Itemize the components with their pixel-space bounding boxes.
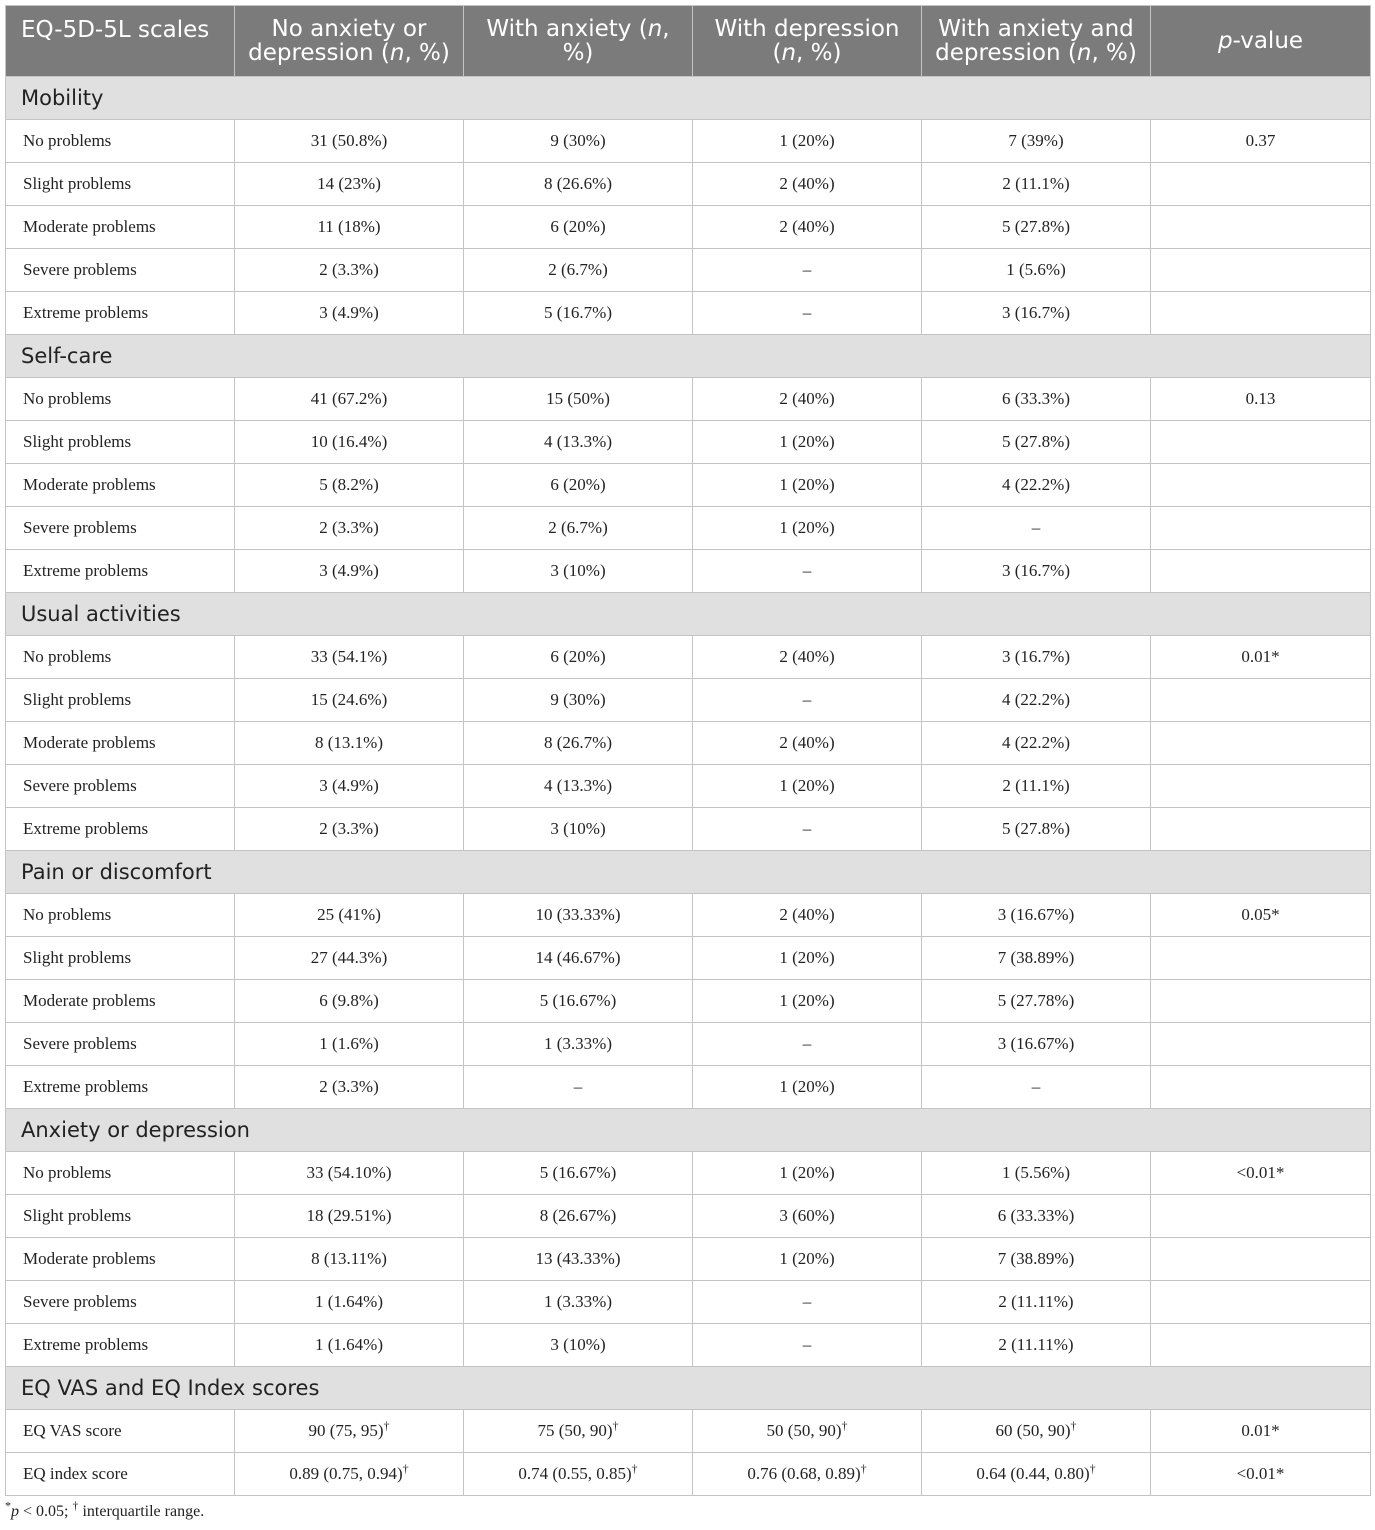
table-cell: 1 (3.33%) [464,1281,693,1324]
table-cell: 2 (40%) [693,378,922,421]
table-cell: 8 (26.67%) [464,1195,693,1238]
table-cell: 3 (10%) [464,550,693,593]
table-cell: 0.64 (0.44, 0.80)† [922,1453,1151,1496]
section-title: Self-care [6,335,1371,378]
table-cell: 0.13 [1151,378,1371,421]
row-label: No problems [6,378,235,421]
table-cell: 2 (3.3%) [235,1066,464,1109]
table-cell: 18 (29.51%) [235,1195,464,1238]
table-cell [1151,292,1371,335]
table-row [6,1023,1371,1066]
row-label: No problems [6,894,235,937]
row-label: Severe problems [6,1281,235,1324]
section-header-row [6,1367,1371,1410]
table-cell: 3 (16.7%) [922,636,1151,679]
header-with-anxiety-and-depression: With anxiety and depression (n, %) [922,6,1151,77]
table-cell: 6 (20%) [464,636,693,679]
table-row [6,765,1371,808]
table-cell: 8 (13.11%) [235,1238,464,1281]
table-cell: 15 (50%) [464,378,693,421]
table-cell: 15 (24.6%) [235,679,464,722]
table-cell: 3 (4.9%) [235,550,464,593]
table-cell: 1 (20%) [693,464,922,507]
table-row [6,120,1371,163]
table-cell: 11 (18%) [235,206,464,249]
table-cell: 8 (13.1%) [235,722,464,765]
table-cell: 9 (30%) [464,120,693,163]
table-cell: 8 (26.6%) [464,163,693,206]
row-label: Moderate problems [6,980,235,1023]
table-row [6,206,1371,249]
table-cell [1151,1281,1371,1324]
table-cell [1151,163,1371,206]
table-cell: 1 (5.6%) [922,249,1151,292]
table-row [6,1281,1371,1324]
table-row [6,550,1371,593]
table-cell [1151,206,1371,249]
row-label: Slight problems [6,163,235,206]
table-cell [1151,421,1371,464]
table-cell: 8 (26.7%) [464,722,693,765]
table-cell: 1 (20%) [693,765,922,808]
table-cell: 0.37 [1151,120,1371,163]
table-cell [1151,507,1371,550]
table-cell: <0.01* [1151,1152,1371,1195]
table-cell: 2 (40%) [693,894,922,937]
table-cell: 14 (23%) [235,163,464,206]
eq5d-results-table [5,5,1371,1496]
table-row [6,1453,1371,1496]
table-cell: 6 (33.3%) [922,378,1151,421]
table-cell: 2 (11.1%) [922,765,1151,808]
header-with-depression: With depression (n, %) [693,6,922,77]
table-cell: 14 (46.67%) [464,937,693,980]
table-cell: 2 (3.3%) [235,808,464,851]
table-cell: 1 (20%) [693,980,922,1023]
row-label: Slight problems [6,679,235,722]
table-row [6,722,1371,765]
table-cell [1151,1066,1371,1109]
table-cell: 4 (13.3%) [464,765,693,808]
section-title: Pain or discomfort [6,851,1371,894]
table-cell: 1 (3.33%) [464,1023,693,1066]
row-label: Extreme problems [6,550,235,593]
table-cell: 10 (16.4%) [235,421,464,464]
row-label: Severe problems [6,507,235,550]
table-cell [1151,1195,1371,1238]
table-cell: 2 (11.1%) [922,163,1151,206]
table-cell: 1 (20%) [693,1152,922,1195]
table-row [6,1152,1371,1195]
row-label: EQ VAS score [6,1410,235,1453]
row-label: Extreme problems [6,292,235,335]
section-title: Anxiety or depression [6,1109,1371,1152]
table-cell: 50 (50, 90)† [693,1410,922,1453]
table-cell: 6 (20%) [464,206,693,249]
row-label: Moderate problems [6,1238,235,1281]
table-cell: 1 (20%) [693,1238,922,1281]
table-cell: 33 (54.1%) [235,636,464,679]
table-row [6,636,1371,679]
table-cell: 10 (33.33%) [464,894,693,937]
table-cell: 0.05* [1151,894,1371,937]
header-with-anxiety: With anxiety (n, %) [464,6,693,77]
table-cell: – [693,550,922,593]
table-cell: 7 (38.89%) [922,1238,1151,1281]
table-cell: 3 (10%) [464,1324,693,1367]
table-cell [1151,1324,1371,1367]
table-cell: <0.01* [1151,1453,1371,1496]
table-cell: – [693,292,922,335]
table-cell: 1 (1.6%) [235,1023,464,1066]
table-cell: 3 (16.67%) [922,894,1151,937]
table-cell: – [693,1324,922,1367]
table-cell: – [693,1023,922,1066]
table-cell: 5 (27.8%) [922,808,1151,851]
table-cell: 90 (75, 95)† [235,1410,464,1453]
table-cell: 33 (54.10%) [235,1152,464,1195]
table-cell: 60 (50, 90)† [922,1410,1151,1453]
table-cell: 1 (5.56%) [922,1152,1151,1195]
row-label: Slight problems [6,421,235,464]
section-header-row [6,77,1371,120]
table-header-row [6,6,1371,77]
table-cell: 5 (27.78%) [922,980,1151,1023]
table-cell: 0.01* [1151,1410,1371,1453]
table-cell: 1 (20%) [693,1066,922,1109]
table-cell: 2 (3.3%) [235,507,464,550]
table-cell [1151,765,1371,808]
row-label: Moderate problems [6,722,235,765]
row-label: Extreme problems [6,808,235,851]
table-cell: 2 (40%) [693,636,922,679]
row-label: No problems [6,1152,235,1195]
table-body [6,77,1371,1496]
row-label: Extreme problems [6,1066,235,1109]
table-footnote: *p < 0.05; † interquartile range. [5,1498,205,1520]
table-cell: – [922,507,1151,550]
table-cell: 0.01* [1151,636,1371,679]
table-row [6,507,1371,550]
row-label: EQ index score [6,1453,235,1496]
table-cell [1151,937,1371,980]
table-cell: 1 (1.64%) [235,1324,464,1367]
section-header-row [6,851,1371,894]
table-cell: 5 (27.8%) [922,206,1151,249]
section-title: Mobility [6,77,1371,120]
table-row [6,1195,1371,1238]
table-row [6,937,1371,980]
table-cell: 6 (20%) [464,464,693,507]
table-cell: 6 (33.33%) [922,1195,1151,1238]
row-label: Slight problems [6,1195,235,1238]
table-cell: 5 (16.67%) [464,1152,693,1195]
row-label: Severe problems [6,765,235,808]
table-cell: 9 (30%) [464,679,693,722]
table-cell [1151,808,1371,851]
table-row [6,894,1371,937]
table-cell: – [693,808,922,851]
table-cell: 2 (11.11%) [922,1281,1151,1324]
table-cell: – [693,1281,922,1324]
section-title: EQ VAS and EQ Index scores [6,1367,1371,1410]
row-label: No problems [6,636,235,679]
table-row [6,1410,1371,1453]
table-cell: 1 (20%) [693,507,922,550]
table-row [6,1324,1371,1367]
table-cell: 0.89 (0.75, 0.94)† [235,1453,464,1496]
table-cell: 75 (50, 90)† [464,1410,693,1453]
table-cell: 3 (4.9%) [235,765,464,808]
section-header-row [6,335,1371,378]
table-cell: 5 (16.67%) [464,980,693,1023]
table-row [6,378,1371,421]
table-cell: 1 (1.64%) [235,1281,464,1324]
table-cell: 31 (50.8%) [235,120,464,163]
row-label: Moderate problems [6,464,235,507]
table-row [6,249,1371,292]
table-row [6,163,1371,206]
table-cell: 0.74 (0.55, 0.85)† [464,1453,693,1496]
table-cell [1151,464,1371,507]
table-cell: 3 (4.9%) [235,292,464,335]
header-p-value: p-value [1151,6,1371,77]
table-cell: 41 (67.2%) [235,378,464,421]
header-no-anxiety-depression: No anxiety or depression (n, %) [235,6,464,77]
table-row [6,292,1371,335]
table-cell: 3 (10%) [464,808,693,851]
table-row [6,464,1371,507]
table-cell: – [464,1066,693,1109]
table-cell: 3 (16.7%) [922,292,1151,335]
table-cell: 2 (11.11%) [922,1324,1151,1367]
row-label: Severe problems [6,249,235,292]
table-cell: 1 (20%) [693,120,922,163]
table-cell: 2 (3.3%) [235,249,464,292]
section-header-row [6,593,1371,636]
table-cell [1151,249,1371,292]
table-cell: – [922,1066,1151,1109]
table-row [6,980,1371,1023]
table-row [6,1066,1371,1109]
table-cell: 27 (44.3%) [235,937,464,980]
table-cell: 2 (6.7%) [464,507,693,550]
table-cell: 25 (41%) [235,894,464,937]
row-label: No problems [6,120,235,163]
table-cell [1151,980,1371,1023]
table-cell: 7 (38.89%) [922,937,1151,980]
table-cell [1151,722,1371,765]
table-cell: 6 (9.8%) [235,980,464,1023]
table-cell: 4 (13.3%) [464,421,693,464]
table-cell [1151,1238,1371,1281]
table-cell [1151,550,1371,593]
table-cell: 7 (39%) [922,120,1151,163]
table-cell [1151,1023,1371,1066]
table-row [6,421,1371,464]
table-cell: – [693,679,922,722]
table-cell: 5 (16.7%) [464,292,693,335]
table-cell [1151,679,1371,722]
table-row [6,679,1371,722]
table-cell: – [693,249,922,292]
table-cell: 3 (16.7%) [922,550,1151,593]
table-cell: 4 (22.2%) [922,679,1151,722]
header-scale: EQ-5D-5L scales [6,6,235,77]
table-cell: 5 (27.8%) [922,421,1151,464]
section-header-row [6,1109,1371,1152]
table-cell: 0.76 (0.68, 0.89)† [693,1453,922,1496]
table-cell: 2 (6.7%) [464,249,693,292]
table-cell: 1 (20%) [693,421,922,464]
row-label: Slight problems [6,937,235,980]
table-row [6,1238,1371,1281]
table-cell: 2 (40%) [693,722,922,765]
table-cell: 5 (8.2%) [235,464,464,507]
table-cell: 3 (60%) [693,1195,922,1238]
table-cell: 2 (40%) [693,163,922,206]
section-title: Usual activities [6,593,1371,636]
table-row [6,808,1371,851]
table-cell: 13 (43.33%) [464,1238,693,1281]
table-cell: 4 (22.2%) [922,722,1151,765]
table-cell: 4 (22.2%) [922,464,1151,507]
row-label: Moderate problems [6,206,235,249]
row-label: Severe problems [6,1023,235,1066]
row-label: Extreme problems [6,1324,235,1367]
table-cell: 3 (16.67%) [922,1023,1151,1066]
table-cell: 1 (20%) [693,937,922,980]
table-cell: 2 (40%) [693,206,922,249]
